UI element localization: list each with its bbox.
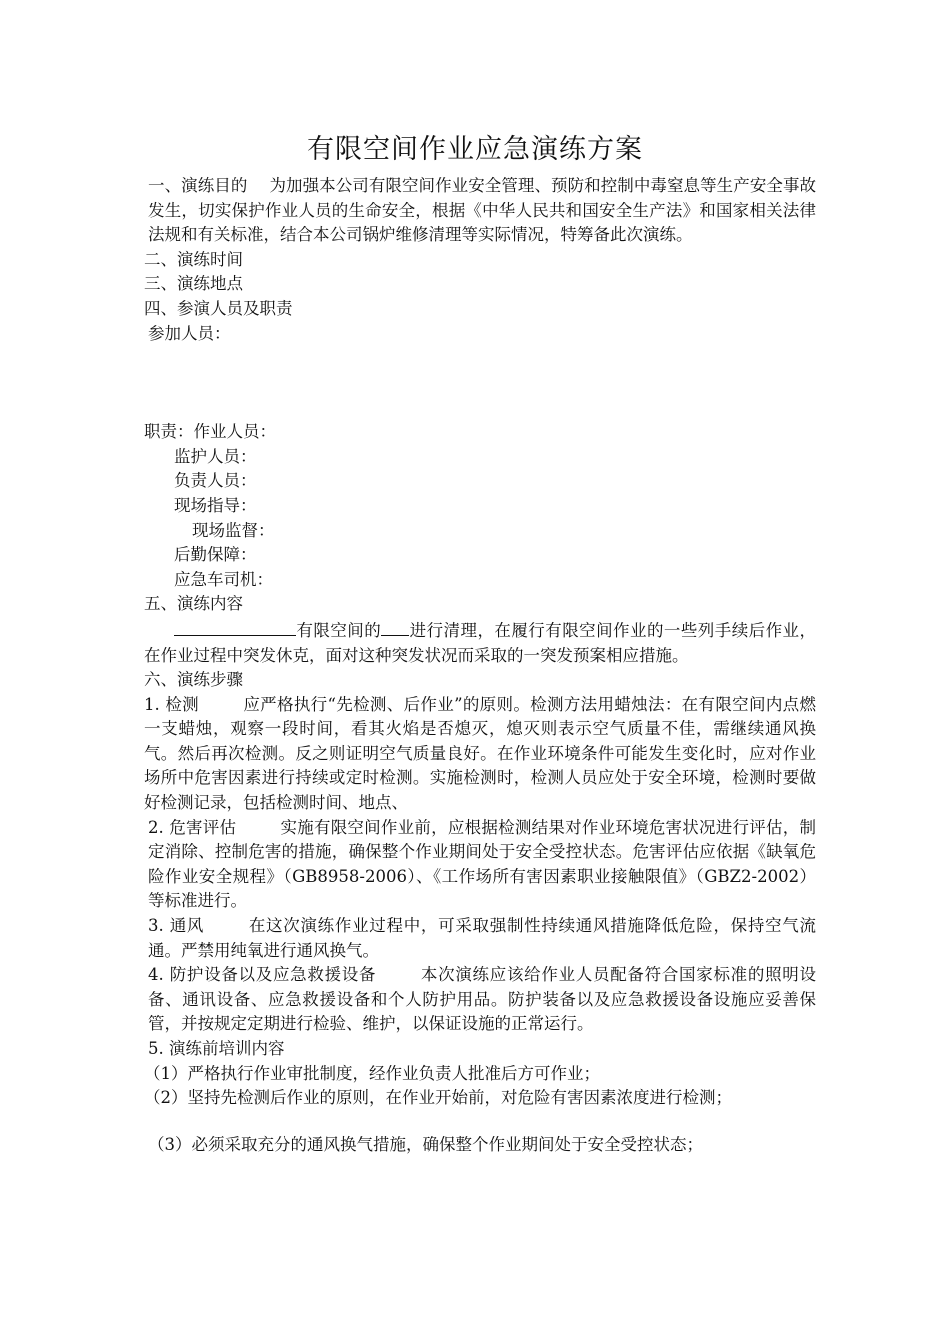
section-time: 二、演练时间 — [144, 249, 243, 269]
section-location: 三、演练地点 — [144, 274, 243, 294]
document-title: 有限空间作业应急演练方案 — [307, 134, 643, 165]
role-guidance: 现场指导： — [174, 495, 257, 515]
blank-line-long — [174, 617, 296, 636]
role-leader: 负责人员： — [174, 471, 257, 491]
step-ventilation: 3. 通风 在这次演练作业过程中，可采取强制性持续通风措施降低危险，保持空气流通。严禁用纯氧进行通风换气。 — [148, 916, 816, 960]
section-participants: 四、参演人员及职责 — [144, 298, 293, 318]
role-supervision: 现场监督： — [192, 520, 275, 540]
duties-label: 职责：作业人员： — [144, 422, 276, 442]
step-protective-equipment: 4. 防护设备以及应急救援设备 本次演练应该给作业人员配备符合国家标准的照明设备、通讯设备、应急救援设备和个人防护用品。防护装备以及应急救援设备设施应妥善保管，并按规定定期进行检验、维护，以保证设施的正常运行。 — [148, 965, 816, 1034]
training-item-3: （3）必须采取充分的通风换气措施，确保整个作业期间处于安全受控状态； — [148, 1134, 703, 1154]
section-purpose — [144, 174, 816, 248]
training-item-1: （1）严格执行作业审批制度，经作业负责人批准后方可作业； — [144, 1063, 600, 1083]
section-content: 五、演练内容 — [144, 594, 243, 614]
blank-line-short — [381, 617, 409, 636]
step-risk-assessment: 2. 危害评估 实施有限空间作业前，应根据检测结果对作业环境危害状况进行评估，制定消除、控制危害的措施，确保整个作业期间处于安全受控状态。危害评估应依据《缺氧危险作业安全规程》（GB8958-2006）、《工作场所有害因素职业接触限值》（GBZ2-2002）等标准进行。 — [148, 817, 816, 911]
document-body — [144, 174, 816, 1157]
role-driver: 应急车司机： — [174, 569, 273, 589]
content-paragraph: 有限空间的 进行清理，在履行有限空间作业的一些列手续后作业，在作业过程中突发休克，面对这种突发状况而采取的一突发预案相应措施。 — [144, 617, 816, 668]
role-logistics: 后勤保障： — [174, 545, 257, 565]
role-monitor: 监护人员： — [174, 446, 257, 466]
section-steps: 六、演练步骤 — [144, 670, 243, 690]
section-purpose-heading: 一、演练目的 — [148, 176, 248, 195]
participants-label: 参加人员： — [148, 323, 231, 343]
training-item-2: （2）坚持先检测后作业的原则，在作业开始前，对危险有害因素浓度进行检测； — [144, 1088, 732, 1108]
step-training-heading: 5. 演练前培训内容 — [148, 1039, 285, 1058]
section-purpose-text: 为加强本公司有限空间作业安全管理、预防和控制中毒窒息等生产安全事故发生，切实保护作业人员的生命安全，根据《中华人民共和国安全生产法》和国家相关法律法规和有关标准，结合本公司锅炉维修清理等实际情况，特筹备此次演练。 — [148, 176, 816, 245]
step-detection: 1. 检测 应严格执行“先检测、后作业”的原则。检测方法用蜡烛法：在有限空间内点燃一支蜡烛，观察一段时间，看其火焰是否熄灭，熄灭则表示空气质量不佳，需继续通风换气。然后再次检测。反之则证明空气质量良好。在作业环境条件可能发生变化时，应对作业场所中危害因素进行持续或定时检测。实施检测时，检测人员应处于安全环境，检测时要做好检测记录，包括检测时间、地点、 — [144, 694, 816, 813]
